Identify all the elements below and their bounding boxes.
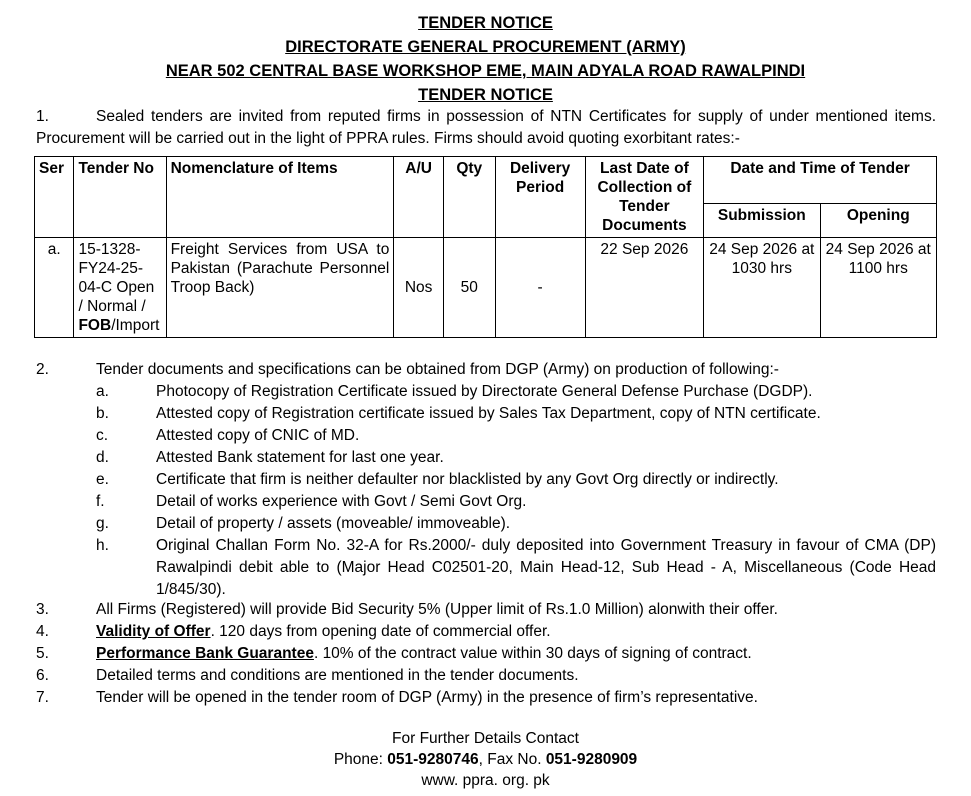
list-item-label: g. bbox=[96, 515, 109, 532]
list-item-label: a. bbox=[96, 383, 109, 400]
list-item-label: f. bbox=[96, 493, 105, 510]
list-item-text: Detail of works experience with Govt / Semi Govt Org. bbox=[156, 493, 527, 510]
contact-heading: For Further Details Contact bbox=[392, 730, 579, 747]
list-item-label: b. bbox=[96, 405, 109, 422]
para-2-text: Tender documents and specifications can be obtained from DGP (Army) on production of following:- bbox=[96, 361, 779, 378]
cell-delivery: - bbox=[495, 238, 585, 338]
col-qty: Qty bbox=[443, 157, 495, 238]
list-item-label: e. bbox=[96, 471, 109, 488]
para-4-body bbox=[96, 621, 936, 643]
validity-title: Validity of Offer bbox=[96, 623, 211, 640]
contact-phone-fax bbox=[0, 749, 971, 770]
para-5-body bbox=[96, 643, 936, 665]
para-7-number: 7. bbox=[36, 689, 49, 706]
phone-number: 051-9280746 bbox=[387, 751, 479, 768]
list-item-text: Original Challan Form No. 32-A for Rs.2000/- duly deposited into Government Treasury in favour of CMA (DP) Rawalpindi debit able to (Major Head C02501-20, Main Head-12, Sub Head - A, Miscellaneous (Code Head 1/845/30). bbox=[156, 537, 936, 598]
notice-title: TENDER NOTICE bbox=[418, 14, 553, 32]
para-6-number: 6. bbox=[36, 667, 49, 684]
intro-number: 1. bbox=[36, 108, 49, 125]
tender-no-text: 15-1328-FY24-25-04-C Open / Normal / bbox=[78, 241, 155, 315]
cell-au: Nos bbox=[394, 238, 444, 338]
col-ser: Ser bbox=[35, 157, 74, 238]
list-item-label: d. bbox=[96, 449, 109, 466]
col-date-time: Date and Time of Tender bbox=[704, 157, 937, 204]
para-4-number: 4. bbox=[36, 623, 49, 640]
directorate-title: DIRECTORATE GENERAL PROCUREMENT (ARMY) bbox=[285, 38, 686, 56]
fax-number: 051-9280909 bbox=[545, 751, 638, 768]
para-3-number: 3. bbox=[36, 601, 49, 618]
cell-tender-no bbox=[74, 238, 166, 338]
list-item-text: Attested Bank statement for last one year. bbox=[156, 449, 444, 466]
list-item-text: Attested copy of Registration certificate issued by Sales Tax Department, copy of NTN certificate. bbox=[156, 405, 821, 422]
performance-guarantee-title: Performance Bank Guarantee bbox=[96, 645, 314, 662]
col-delivery: Delivery Period bbox=[495, 157, 585, 238]
list-item-text: Attested copy of CNIC of MD. bbox=[156, 427, 360, 444]
col-tender-no: Tender No bbox=[74, 157, 166, 238]
tender-no-fob: FOB bbox=[78, 317, 112, 334]
cell-submission: 24 Sep 2026 at 1030 hrs bbox=[704, 238, 820, 338]
para-5-number: 5. bbox=[36, 645, 49, 662]
table-row bbox=[35, 238, 937, 338]
table-header-row bbox=[35, 157, 937, 204]
phone-label: Phone: bbox=[333, 751, 388, 768]
website-link[interactable]: www. ppra. org. pk bbox=[421, 772, 550, 789]
validity-text: . 120 days from opening date of commercial offer. bbox=[210, 623, 551, 640]
col-last-date: Last Date of Collection of Tender Documents bbox=[585, 157, 703, 238]
col-opening: Opening bbox=[820, 204, 937, 238]
col-nomenclature: Nomenclature of Items bbox=[166, 157, 394, 238]
performance-guarantee-text: . 10% of the contract value within 30 days of signing of contract. bbox=[313, 645, 752, 662]
list-item-label: c. bbox=[96, 427, 109, 444]
cell-ser: a. bbox=[35, 238, 74, 338]
list-item-text: Detail of property / assets (moveable/ immoveable). bbox=[156, 515, 511, 532]
cell-opening: 24 Sep 2026 at 1100 hrs bbox=[820, 238, 937, 338]
list-item-text: Certificate that firm is neither defaulter nor blacklisted by any Govt Org directly or indirectly. bbox=[156, 471, 779, 488]
cell-qty: 50 bbox=[443, 238, 495, 338]
col-au: A/U bbox=[394, 157, 444, 238]
para-3-text: All Firms (Registered) will provide Bid Security 5% (Upper limit of Rs.1.0 Million) alonwith their offer. bbox=[96, 601, 778, 618]
intro-paragraph bbox=[36, 106, 936, 150]
tender-no-import: /Import bbox=[111, 317, 160, 334]
col-submission: Submission bbox=[704, 204, 820, 238]
para-2-number: 2. bbox=[36, 361, 49, 378]
list-item-label: h. bbox=[96, 537, 109, 554]
address-line: NEAR 502 CENTRAL BASE WORKSHOP EME, MAIN ADYALA ROAD RAWALPINDI bbox=[165, 62, 806, 80]
intro-text: Sealed tenders are invited from reputed firms in possession of NTN Certificates for supply of under mentioned items. Procurement will be carried out in the light of PPRA rules. Firms should avoid quoting exorbitant rates:- bbox=[36, 108, 936, 147]
para-6-text: Detailed terms and conditions are mentioned in the tender documents. bbox=[96, 667, 579, 684]
tender-table bbox=[34, 156, 937, 338]
cell-last-date: 22 Sep 2026 bbox=[585, 238, 703, 338]
para-7-text: Tender will be opened in the tender room of DGP (Army) in the presence of firm’s representative. bbox=[96, 689, 758, 706]
cell-nomenclature: Freight Services from USA to Pakistan (Parachute Personnel Troop Back) bbox=[166, 238, 394, 338]
list-item-text: Photocopy of Registration Certificate issued by Directorate General Defense Purchase (DGDP). bbox=[156, 383, 813, 400]
fax-label: , Fax No. bbox=[478, 751, 546, 768]
notice-subtitle: TENDER NOTICE bbox=[418, 86, 553, 104]
